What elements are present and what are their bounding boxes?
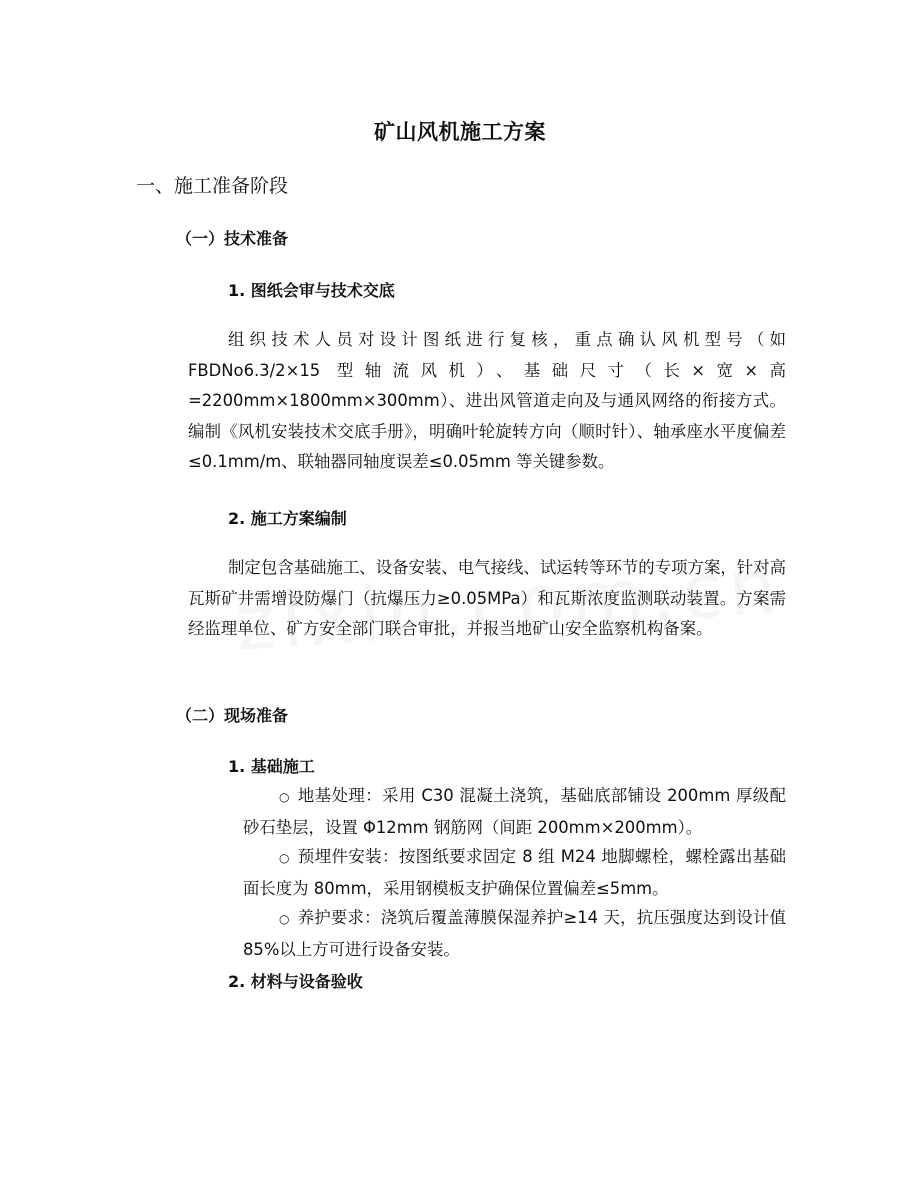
document-title: 矿山风机施工方案 [374,120,546,144]
list-item [243,842,786,904]
item-heading-foundation: 1. 基础施工 [228,757,315,776]
paragraph-drawing-review: 组织技术人员对设计图纸进行复核，重点确认风机型号（如FBDNo6.3/2×15 型轴流风机）、基础尺寸（长×宽×高=2200mm×1800mm×300mm）、进出风管道走向及与通风网络的衔接方式。编制《风机安装技术交底手册》，明确叶轮旋转方向（顺时针）、轴承座水平度偏差≤0.1mm/m、联轴器同轴度误差≤0.05mm 等关键参数。 [188,330,786,471]
list-item-text: 地基处理：采用 C30 混凝土浇筑，基础底部铺设 200mm 厚级配砂石垫层，设置 Φ12mm 钢筋网（间距 200mm×200mm）。 [243,786,786,837]
subsection-heading-site: （二）现场准备 [176,706,289,725]
item-heading-materials: 2. 材料与设备验收 [228,972,363,991]
list-item-text: 养护要求：浇筑后覆盖薄膜保湿养护≥14 天，抗压强度达到设计值 85%以上方可进行设备安装。 [243,908,786,959]
list-item-text: 预埋件安装：按图纸要求固定 8 组 M24 地脚螺栓，螺栓露出基础面长度为 80mm，采用钢模板支护确保位置偏差≤5mm。 [243,847,786,898]
circle-bullet-icon: ○ [279,851,290,865]
list-item [243,781,786,843]
circle-bullet-icon: ○ [279,912,290,926]
circle-bullet-icon: ○ [279,790,290,804]
section-heading-1: 一、施工准备阶段 [136,175,289,197]
subsection-heading-technical: （一）技术准备 [176,229,289,248]
paragraph-plan: 制定包含基础施工、设备安装、电气接线、试运转等环节的专项方案，针对高瓦斯矿井需增设防爆门（抗爆压力≥0.05MPa）和瓦斯浓度监测联动装置。方案需经监理单位、矿方安全部门联合审批，并报当地矿山安全监察机构备案。 [188,558,786,638]
list-item [243,903,786,965]
item-heading-plan: 2. 施工方案编制 [228,509,347,528]
item-heading-drawing-review: 1. 图纸会审与技术交底 [228,281,395,300]
